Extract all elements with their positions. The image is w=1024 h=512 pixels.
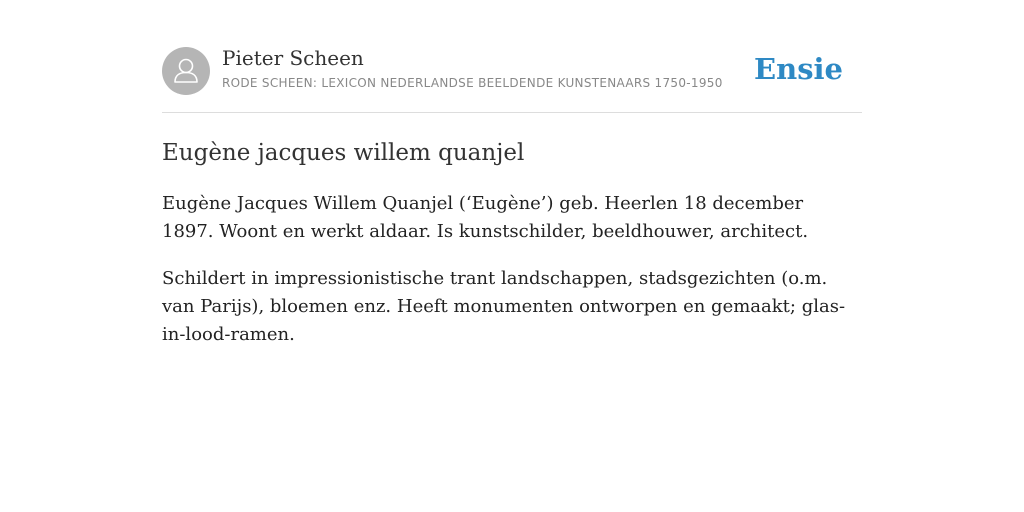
brand-logo[interactable]: Ensie [754,52,843,86]
article-card [162,0,862,345]
author-name[interactable]: Pieter Scheen [222,46,364,70]
article-body [162,190,852,368]
source-label[interactable]: RODE SCHEEN: LEXICON NEDERLANDSE BEELDENDE KUNSTENAARS 1750-1950 [222,76,723,90]
article-header [162,0,862,113]
article-paragraph: Schildert in impressionistische trant landschappen, stadsgezichten (o.m. van Parijs), bloemen enz. Heeft monumenten ontworpen en gemaakt; glas-in-lood-ramen. [162,268,846,345]
article-paragraph: Eugène Jacques Willem Quanjel (‘Eugène’) geb. Heerlen 18 december 1897. Woont en werkt aldaar. Is kunstschilder, beeldhouwer, architect. [162,193,809,242]
user-silhouette-icon [162,47,210,95]
page-title: Eugène jacques willem quanjel [162,140,525,166]
avatar[interactable] [162,47,210,95]
